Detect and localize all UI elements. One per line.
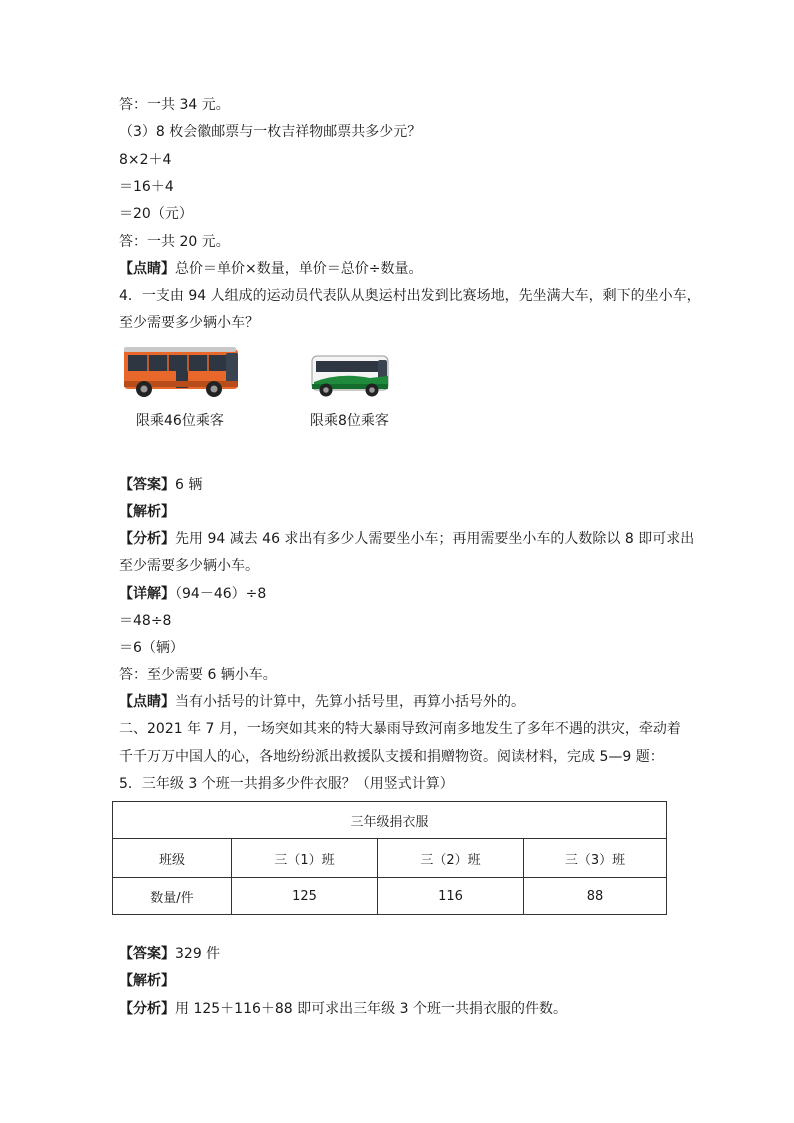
answer-tag: 【答案】 — [119, 477, 175, 493]
analysis-heading-2: 【解析】 — [119, 973, 175, 989]
question-4-cont: 至少需要多少辆小车？ — [119, 315, 259, 331]
detail-line-3: ＝6（辆） — [119, 640, 184, 656]
answer-4 — [119, 476, 202, 494]
small-bus-image — [310, 352, 392, 400]
table-header-cell: 三（1）班 — [232, 839, 378, 878]
table-header-cell: 班级 — [113, 839, 232, 878]
analysis-tag: 【分析】 — [119, 531, 175, 547]
tip-text: 总价＝单价×数量，单价＝总价÷数量。 — [175, 261, 423, 277]
detail-line-2: ＝48÷8 — [119, 613, 172, 629]
analysis-line-2: 至少需要多少辆小车。 — [119, 558, 259, 574]
calc-line-3: ＝20（元） — [119, 206, 193, 222]
question-4: 4．一支由 94 人组成的运动员代表队从奥运村出发到比赛场地，先坐满大车，剩下的坐小车， — [119, 288, 701, 304]
section-2-line-2: 千千万万中国人的心，各地纷纷派出救援队支援和捐赠物资。阅读材料，完成 5—9 题： — [119, 749, 664, 765]
answer-5 — [119, 945, 220, 963]
analysis-text-2: 用 125＋116＋88 即可求出三年级 3 个班一共捐衣服的件数。 — [175, 1001, 567, 1017]
analysis-line-1 — [119, 530, 694, 548]
analysis-tag-2: 【分析】 — [119, 1001, 175, 1017]
detail-text: （94－46）÷8 — [175, 586, 267, 602]
tip-text-2: 当有小括号的计算中，先算小括号里，再算小括号外的。 — [175, 694, 525, 710]
big-bus-caption: 限乘46位乘客 — [136, 413, 224, 429]
table-cell: 116 — [378, 878, 524, 915]
detail-line-4: 答：至少需要 6 辆小车。 — [119, 667, 277, 683]
calc-line-1: 8×2＋4 — [119, 152, 172, 168]
detail-tag: 【详解】 — [119, 586, 175, 602]
answer-text: 6 辆 — [175, 477, 203, 493]
table-header-cell: 三（3）班 — [524, 839, 667, 878]
table-cell: 125 — [232, 878, 378, 915]
question-3: （3）8 枚会徽邮票与一枚吉祥物邮票共多少元？ — [119, 124, 422, 140]
clothes-donation-table — [112, 801, 667, 915]
answer-line-20: 答：一共 20 元。 — [119, 234, 230, 250]
small-bus-caption: 限乘8位乘客 — [310, 413, 389, 429]
analysis-line-5 — [119, 1000, 567, 1018]
tip-tag-2: 【点睛】 — [119, 694, 175, 710]
detail-line-1 — [119, 585, 266, 603]
tip-line-1 — [119, 260, 422, 278]
tip-tag: 【点睛】 — [119, 261, 175, 277]
section-2-line-1: 二、2021 年 7 月，一场突如其来的特大暴雨导致河南多地发生了多年不遇的洪灾，牵动着 — [119, 721, 681, 737]
table-cell: 数量/件 — [113, 878, 232, 915]
analysis-text: 先用 94 减去 46 求出有多少人需要坐小车；再用需要坐小车的人数除以 8 即可求出 — [175, 531, 695, 547]
big-bus-image — [122, 343, 244, 401]
table-header-cell: 三（2）班 — [378, 839, 524, 878]
table-title: 三年级捐衣服 — [113, 802, 667, 839]
question-5: 5．三年级 3 个班一共捐多少件衣服？（用竖式计算） — [119, 776, 454, 792]
analysis-heading: 【解析】 — [119, 504, 175, 520]
answer-tag-2: 【答案】 — [119, 946, 175, 962]
calc-line-2: ＝16＋4 — [119, 179, 174, 195]
answer-line-34: 答：一共 34 元。 — [119, 97, 230, 113]
table-cell: 88 — [524, 878, 667, 915]
answer-text-2: 329 件 — [175, 946, 221, 962]
tip-line-2 — [119, 693, 525, 711]
